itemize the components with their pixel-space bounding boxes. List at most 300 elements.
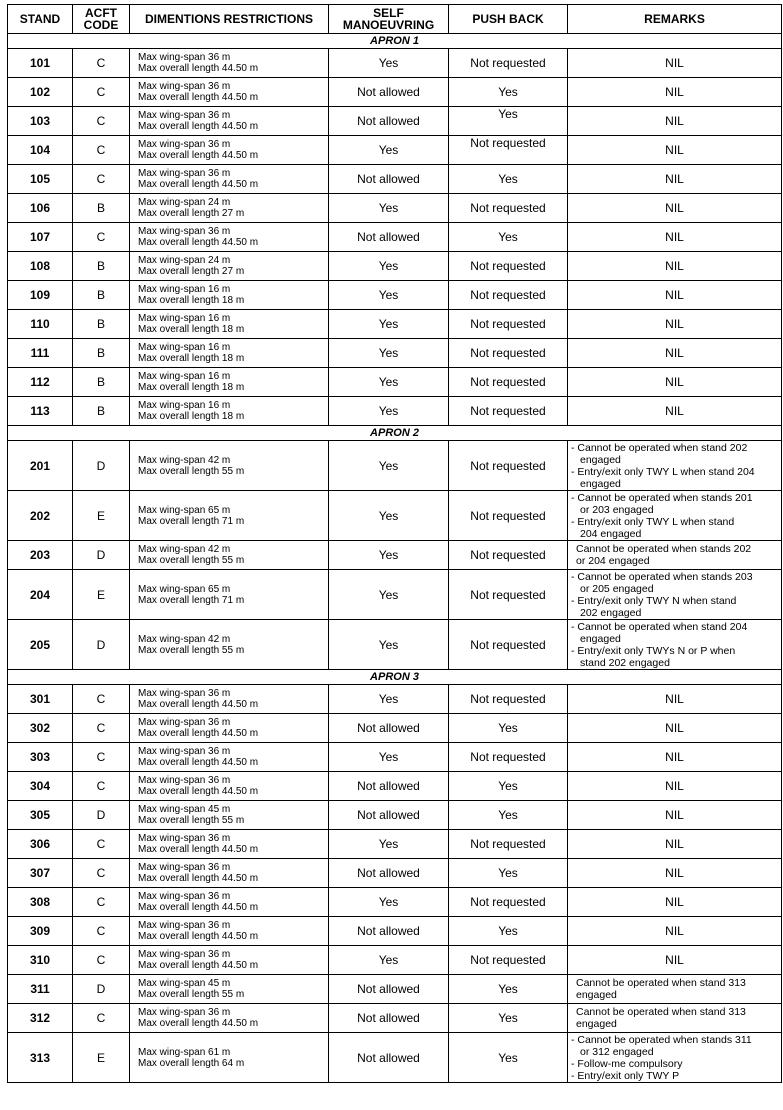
dimensions-cell bbox=[130, 339, 329, 368]
remarks-line: NIL bbox=[665, 721, 684, 735]
dimension-line: Max overall length 18 m bbox=[138, 411, 245, 422]
dimension-line: Max overall length 44.50 m bbox=[138, 844, 259, 855]
dimension-line: Max wing-span 61 m bbox=[138, 1046, 231, 1058]
push-back-value: Yes bbox=[498, 230, 518, 244]
remarks-line: NIL bbox=[665, 375, 684, 389]
table-row bbox=[8, 888, 782, 917]
dimension-line: Max wing-span 16 m bbox=[138, 342, 231, 353]
table-row bbox=[8, 859, 782, 888]
stand-cell: 204 bbox=[8, 570, 73, 620]
dimension-line: Max wing-span 24 m bbox=[138, 197, 231, 208]
push-back-value: Yes bbox=[498, 1011, 518, 1025]
remarks-line: NIL bbox=[665, 750, 684, 764]
dimension-line: Max overall length 44.50 m bbox=[138, 960, 259, 971]
self-manoeuvring-cell: Not allowed bbox=[329, 859, 449, 888]
remarks-line: - Entry/exit only TWY N when stand bbox=[571, 594, 737, 607]
dimension-line: Max wing-span 42 m bbox=[138, 454, 231, 466]
remarks-line: - Entry/exit only TWY P bbox=[571, 1069, 680, 1082]
table-row bbox=[8, 281, 782, 310]
dimension-line: Max wing-span 36 m bbox=[138, 52, 231, 63]
stand-cell: 102 bbox=[8, 78, 73, 107]
remarks-cell bbox=[568, 397, 782, 426]
dimensions-cell bbox=[130, 491, 329, 541]
dimension-line: Max wing-span 36 m bbox=[138, 717, 231, 728]
push-back-cell bbox=[449, 743, 568, 772]
acft-code-cell: C bbox=[73, 223, 130, 252]
acft-code-cell: C bbox=[73, 714, 130, 743]
acft-code-cell: B bbox=[73, 339, 130, 368]
dimensions-cell bbox=[130, 252, 329, 281]
remarks-line: Cannot be operated when stand 313 bbox=[576, 1006, 746, 1018]
dimension-line: Max overall length 27 m bbox=[138, 266, 245, 277]
push-back-cell bbox=[449, 1004, 568, 1033]
acft-code-cell: D bbox=[73, 975, 130, 1004]
dimension-line: Max wing-span 36 m bbox=[138, 110, 231, 121]
remarks-line: NIL bbox=[665, 114, 684, 128]
acft-code-cell: C bbox=[73, 946, 130, 975]
dimensions-cell bbox=[130, 78, 329, 107]
remarks-line: engaged bbox=[580, 632, 621, 645]
stand-cell: 203 bbox=[8, 541, 73, 570]
stand-cell: 106 bbox=[8, 194, 73, 223]
stand-cell: 301 bbox=[8, 685, 73, 714]
acft-code-cell: B bbox=[73, 252, 130, 281]
stand-cell: 310 bbox=[8, 946, 73, 975]
dimensions-cell bbox=[130, 1004, 329, 1033]
self-manoeuvring-cell: Yes bbox=[329, 541, 449, 570]
stand-cell: 302 bbox=[8, 714, 73, 743]
self-manoeuvring-cell: Not allowed bbox=[329, 1033, 449, 1083]
remarks-line: stand 202 engaged bbox=[580, 656, 670, 669]
push-back-cell bbox=[449, 194, 568, 223]
push-back-cell bbox=[449, 397, 568, 426]
remarks-cell bbox=[568, 252, 782, 281]
stand-cell: 105 bbox=[8, 165, 73, 194]
table-row bbox=[8, 772, 782, 801]
table-row bbox=[8, 223, 782, 252]
push-back-value: Not requested bbox=[470, 375, 546, 389]
dimensions-cell bbox=[130, 165, 329, 194]
remarks-cell bbox=[568, 917, 782, 946]
dimension-line: Max overall length 18 m bbox=[138, 353, 245, 364]
stand-cell: 304 bbox=[8, 772, 73, 801]
self-manoeuvring-cell: Not allowed bbox=[329, 78, 449, 107]
dimensions-cell bbox=[130, 714, 329, 743]
push-back-cell bbox=[449, 252, 568, 281]
header-self-manoeuvring: SELF MANOEUVRING bbox=[329, 5, 449, 34]
remarks-line: - Cannot be operated when stand 204 bbox=[571, 620, 748, 633]
remarks-line: engaged bbox=[580, 477, 621, 490]
push-back-value: Yes bbox=[498, 1050, 518, 1065]
dimension-line: Max wing-span 16 m bbox=[138, 400, 231, 411]
dimensions-cell bbox=[130, 830, 329, 859]
self-manoeuvring-cell: Yes bbox=[329, 620, 449, 670]
dimension-line: Max overall length 44.50 m bbox=[138, 63, 259, 74]
dimension-line: Max overall length 55 m bbox=[138, 465, 245, 477]
acft-code-cell: C bbox=[73, 743, 130, 772]
acft-code-cell: C bbox=[73, 859, 130, 888]
header-dimensions: DIMENTIONS RESTRICTIONS bbox=[130, 5, 329, 34]
dimension-line: Max wing-span 36 m bbox=[138, 775, 231, 786]
push-back-cell bbox=[449, 917, 568, 946]
self-manoeuvring-cell: Yes bbox=[329, 743, 449, 772]
dimensions-cell bbox=[130, 541, 329, 570]
remarks-line: NIL bbox=[665, 346, 684, 360]
acft-code-cell: B bbox=[73, 194, 130, 223]
remarks-line: NIL bbox=[665, 288, 684, 302]
remarks-cell bbox=[568, 136, 782, 165]
stand-cell: 201 bbox=[8, 441, 73, 491]
dimension-line: Max overall length 71 m bbox=[138, 515, 245, 527]
dimension-line: Max overall length 44.50 m bbox=[138, 902, 259, 913]
push-back-cell bbox=[449, 714, 568, 743]
dimensions-cell bbox=[130, 441, 329, 491]
dimension-line: Max wing-span 36 m bbox=[138, 139, 231, 150]
push-back-value: Not requested bbox=[470, 837, 546, 851]
self-manoeuvring-cell: Yes bbox=[329, 397, 449, 426]
table-row bbox=[8, 107, 782, 136]
stand-cell: 305 bbox=[8, 801, 73, 830]
dimensions-cell bbox=[130, 685, 329, 714]
stand-cell: 108 bbox=[8, 252, 73, 281]
dimension-line: Max overall length 55 m bbox=[138, 989, 245, 1000]
push-back-value: Yes bbox=[498, 808, 518, 822]
remarks-cell bbox=[568, 491, 782, 541]
remarks-cell bbox=[568, 570, 782, 620]
table-row bbox=[8, 830, 782, 859]
dimensions-cell bbox=[130, 743, 329, 772]
self-manoeuvring-cell: Yes bbox=[329, 888, 449, 917]
push-back-value: Not requested bbox=[470, 458, 546, 473]
acft-code-cell: B bbox=[73, 281, 130, 310]
self-manoeuvring-cell: Not allowed bbox=[329, 107, 449, 136]
dimension-line: Max overall length 44.50 m bbox=[138, 873, 259, 884]
acft-code-cell: D bbox=[73, 541, 130, 570]
table-row bbox=[8, 441, 782, 491]
acft-code-cell: B bbox=[73, 397, 130, 426]
self-manoeuvring-cell: Not allowed bbox=[329, 772, 449, 801]
dimensions-cell bbox=[130, 888, 329, 917]
remarks-cell bbox=[568, 830, 782, 859]
self-manoeuvring-cell: Not allowed bbox=[329, 165, 449, 194]
stand-cell: 101 bbox=[8, 49, 73, 78]
push-back-cell bbox=[449, 1033, 568, 1083]
self-manoeuvring-cell: Yes bbox=[329, 946, 449, 975]
dimensions-cell bbox=[130, 310, 329, 339]
push-back-cell bbox=[449, 281, 568, 310]
remarks-cell bbox=[568, 1033, 782, 1083]
stand-cell: 113 bbox=[8, 397, 73, 426]
dimension-line: Max overall length 18 m bbox=[138, 324, 245, 335]
self-manoeuvring-cell: Not allowed bbox=[329, 1004, 449, 1033]
dimension-line: Max wing-span 45 m bbox=[138, 804, 231, 815]
push-back-cell bbox=[449, 441, 568, 491]
dimensions-cell bbox=[130, 620, 329, 670]
remarks-cell bbox=[568, 107, 782, 136]
remarks-cell bbox=[568, 78, 782, 107]
push-back-value: Not requested bbox=[470, 548, 546, 562]
remarks-cell bbox=[568, 310, 782, 339]
push-back-cell bbox=[449, 685, 568, 714]
header-remarks: REMARKS bbox=[568, 5, 782, 34]
self-manoeuvring-cell: Yes bbox=[329, 281, 449, 310]
dimensions-cell bbox=[130, 975, 329, 1004]
push-back-cell bbox=[449, 491, 568, 541]
stand-cell: 107 bbox=[8, 223, 73, 252]
self-manoeuvring-cell: Yes bbox=[329, 49, 449, 78]
table-row bbox=[8, 946, 782, 975]
dimension-line: Max overall length 44.50 m bbox=[138, 728, 259, 739]
self-manoeuvring-cell: Not allowed bbox=[329, 975, 449, 1004]
stand-cell: 103 bbox=[8, 107, 73, 136]
dimension-line: Max overall length 44.50 m bbox=[138, 757, 259, 768]
dimensions-cell bbox=[130, 946, 329, 975]
self-manoeuvring-cell: Yes bbox=[329, 441, 449, 491]
remarks-cell bbox=[568, 223, 782, 252]
self-manoeuvring-cell: Yes bbox=[329, 339, 449, 368]
section-row bbox=[8, 670, 782, 685]
stands-table-frame bbox=[7, 4, 781, 1083]
self-manoeuvring-cell: Yes bbox=[329, 830, 449, 859]
dimension-line: Max wing-span 36 m bbox=[138, 168, 231, 179]
remarks-line: NIL bbox=[665, 779, 684, 793]
acft-code-cell: E bbox=[73, 1033, 130, 1083]
dimension-line: Max wing-span 65 m bbox=[138, 504, 231, 516]
acft-code-cell: C bbox=[73, 78, 130, 107]
remarks-line: - Entry/exit only TWY L when stand bbox=[571, 515, 735, 528]
table-row bbox=[8, 136, 782, 165]
acft-code-cell: C bbox=[73, 1004, 130, 1033]
dimensions-cell bbox=[130, 223, 329, 252]
remarks-line: - Cannot be operated when stands 203 bbox=[571, 570, 753, 583]
stand-cell: 104 bbox=[8, 136, 73, 165]
remarks-cell bbox=[568, 743, 782, 772]
remarks-line: NIL bbox=[665, 230, 684, 244]
dimension-line: Max overall length 44.50 m bbox=[138, 1018, 259, 1029]
push-back-value: Not requested bbox=[470, 288, 546, 302]
remarks-cell bbox=[568, 772, 782, 801]
remarks-cell bbox=[568, 339, 782, 368]
table-row bbox=[8, 541, 782, 570]
dimensions-cell bbox=[130, 570, 329, 620]
dimension-line: Max wing-span 36 m bbox=[138, 891, 231, 902]
push-back-cell bbox=[449, 946, 568, 975]
push-back-value: Yes bbox=[498, 172, 518, 186]
acft-code-cell: C bbox=[73, 888, 130, 917]
dimension-line: Max overall length 44.50 m bbox=[138, 121, 259, 132]
section-title: APRON 1 bbox=[8, 34, 782, 49]
section-title: APRON 2 bbox=[8, 426, 782, 441]
stand-cell: 306 bbox=[8, 830, 73, 859]
self-manoeuvring-cell: Yes bbox=[329, 491, 449, 541]
table-row bbox=[8, 368, 782, 397]
remarks-cell bbox=[568, 49, 782, 78]
dimensions-cell bbox=[130, 136, 329, 165]
table-row bbox=[8, 714, 782, 743]
table-row bbox=[8, 685, 782, 714]
push-back-value: Yes bbox=[498, 982, 518, 996]
push-back-cell bbox=[449, 888, 568, 917]
dimension-line: Max wing-span 42 m bbox=[138, 633, 231, 645]
header-stand: STAND bbox=[8, 5, 73, 34]
dimensions-cell bbox=[130, 859, 329, 888]
remarks-cell bbox=[568, 975, 782, 1004]
push-back-cell bbox=[449, 830, 568, 859]
header-acft-code: ACFT CODE bbox=[73, 5, 130, 34]
acft-code-cell: C bbox=[73, 685, 130, 714]
push-back-value: Yes bbox=[498, 107, 518, 121]
push-back-cell bbox=[449, 801, 568, 830]
dimension-line: Max overall length 44.50 m bbox=[138, 150, 259, 161]
acft-code-cell: C bbox=[73, 917, 130, 946]
push-back-value: Not requested bbox=[470, 953, 546, 967]
remarks-line: - Cannot be operated when stands 311 bbox=[571, 1033, 752, 1046]
push-back-value: Yes bbox=[498, 924, 518, 938]
stand-cell: 111 bbox=[8, 339, 73, 368]
table-row bbox=[8, 491, 782, 541]
push-back-cell bbox=[449, 620, 568, 670]
dimensions-cell bbox=[130, 368, 329, 397]
remarks-cell bbox=[568, 1004, 782, 1033]
dimension-line: Max overall length 44.50 m bbox=[138, 179, 259, 190]
table-row bbox=[8, 1004, 782, 1033]
stand-cell: 312 bbox=[8, 1004, 73, 1033]
remarks-line: or 205 engaged bbox=[580, 582, 654, 595]
remarks-cell bbox=[568, 946, 782, 975]
acft-code-cell: E bbox=[73, 570, 130, 620]
push-back-value: Not requested bbox=[470, 136, 546, 150]
remarks-cell bbox=[568, 165, 782, 194]
dimension-line: Max overall length 64 m bbox=[138, 1057, 245, 1069]
remarks-line: 202 engaged bbox=[580, 606, 642, 619]
push-back-value: Not requested bbox=[470, 895, 546, 909]
remarks-line: - Cannot be operated when stand 202 bbox=[571, 441, 748, 454]
dimension-line: Max wing-span 36 m bbox=[138, 226, 231, 237]
dimension-line: Max wing-span 16 m bbox=[138, 313, 231, 324]
self-manoeuvring-cell: Not allowed bbox=[329, 801, 449, 830]
remarks-cell bbox=[568, 441, 782, 491]
remarks-cell bbox=[568, 541, 782, 570]
remarks-line: NIL bbox=[665, 143, 684, 157]
header-row bbox=[8, 5, 782, 34]
dimension-line: Max overall length 55 m bbox=[138, 815, 245, 826]
remarks-line: NIL bbox=[665, 56, 684, 70]
stands-table bbox=[7, 4, 782, 1083]
self-manoeuvring-cell: Yes bbox=[329, 685, 449, 714]
remarks-cell bbox=[568, 685, 782, 714]
header-push-back: PUSH BACK bbox=[449, 5, 568, 34]
push-back-cell bbox=[449, 78, 568, 107]
push-back-cell bbox=[449, 223, 568, 252]
dimension-line: Max wing-span 16 m bbox=[138, 284, 231, 295]
remarks-line: NIL bbox=[665, 404, 684, 418]
push-back-value: Not requested bbox=[470, 259, 546, 273]
self-manoeuvring-cell: Not allowed bbox=[329, 714, 449, 743]
acft-code-cell: C bbox=[73, 830, 130, 859]
self-manoeuvring-cell: Yes bbox=[329, 136, 449, 165]
table-row bbox=[8, 78, 782, 107]
remarks-line: Cannot be operated when stands 202 bbox=[576, 543, 752, 555]
remarks-line: 204 engaged bbox=[580, 527, 642, 540]
remarks-line: NIL bbox=[665, 172, 684, 186]
dimension-line: Max wing-span 36 m bbox=[138, 949, 231, 960]
dimensions-cell bbox=[130, 107, 329, 136]
dimension-line: Max overall length 44.50 m bbox=[138, 931, 259, 942]
self-manoeuvring-cell: Yes bbox=[329, 570, 449, 620]
remarks-line: or 312 engaged bbox=[580, 1045, 654, 1058]
dimension-line: Max wing-span 65 m bbox=[138, 583, 231, 595]
table-row bbox=[8, 49, 782, 78]
acft-code-cell: C bbox=[73, 772, 130, 801]
push-back-cell bbox=[449, 570, 568, 620]
dimension-line: Max overall length 55 m bbox=[138, 555, 245, 566]
remarks-cell bbox=[568, 859, 782, 888]
remarks-line: NIL bbox=[665, 808, 684, 822]
self-manoeuvring-cell: Yes bbox=[329, 310, 449, 339]
push-back-value: Not requested bbox=[470, 346, 546, 360]
dimension-line: Max overall length 18 m bbox=[138, 382, 245, 393]
self-manoeuvring-cell: Yes bbox=[329, 368, 449, 397]
remarks-line: or 203 engaged bbox=[580, 503, 654, 516]
remarks-cell bbox=[568, 194, 782, 223]
remarks-line: NIL bbox=[665, 953, 684, 967]
table-row bbox=[8, 194, 782, 223]
table-row bbox=[8, 975, 782, 1004]
push-back-value: Not requested bbox=[470, 692, 546, 706]
table-row bbox=[8, 165, 782, 194]
dimension-line: Max wing-span 42 m bbox=[138, 544, 231, 555]
dimension-line: Max overall length 44.50 m bbox=[138, 92, 259, 103]
table-row bbox=[8, 801, 782, 830]
push-back-value: Not requested bbox=[470, 404, 546, 418]
remarks-line: NIL bbox=[665, 259, 684, 273]
stand-cell: 112 bbox=[8, 368, 73, 397]
remarks-line: or 204 engaged bbox=[576, 555, 650, 567]
section-row bbox=[8, 426, 782, 441]
dimension-line: Max wing-span 24 m bbox=[138, 255, 231, 266]
dimension-line: Max wing-span 36 m bbox=[138, 688, 231, 699]
dimension-line: Max overall length 55 m bbox=[138, 644, 245, 656]
remarks-line: NIL bbox=[665, 201, 684, 215]
acft-code-cell: B bbox=[73, 368, 130, 397]
push-back-value: Yes bbox=[498, 866, 518, 880]
acft-code-cell: C bbox=[73, 107, 130, 136]
push-back-cell bbox=[449, 541, 568, 570]
acft-code-cell: E bbox=[73, 491, 130, 541]
dimensions-cell bbox=[130, 49, 329, 78]
self-manoeuvring-cell: Yes bbox=[329, 194, 449, 223]
dimensions-cell bbox=[130, 281, 329, 310]
stand-cell: 308 bbox=[8, 888, 73, 917]
acft-code-cell: B bbox=[73, 310, 130, 339]
dimensions-cell bbox=[130, 772, 329, 801]
push-back-value: Yes bbox=[498, 85, 518, 99]
push-back-cell bbox=[449, 310, 568, 339]
push-back-value: Not requested bbox=[470, 201, 546, 215]
push-back-cell bbox=[449, 368, 568, 397]
stand-cell: 307 bbox=[8, 859, 73, 888]
push-back-cell bbox=[449, 49, 568, 78]
section-row bbox=[8, 34, 782, 49]
remarks-line: NIL bbox=[665, 895, 684, 909]
remarks-line: NIL bbox=[665, 317, 684, 331]
stand-cell: 205 bbox=[8, 620, 73, 670]
push-back-value: Yes bbox=[498, 779, 518, 793]
stand-cell: 109 bbox=[8, 281, 73, 310]
push-back-cell bbox=[449, 107, 568, 136]
remarks-line: NIL bbox=[665, 85, 684, 99]
push-back-cell bbox=[449, 772, 568, 801]
